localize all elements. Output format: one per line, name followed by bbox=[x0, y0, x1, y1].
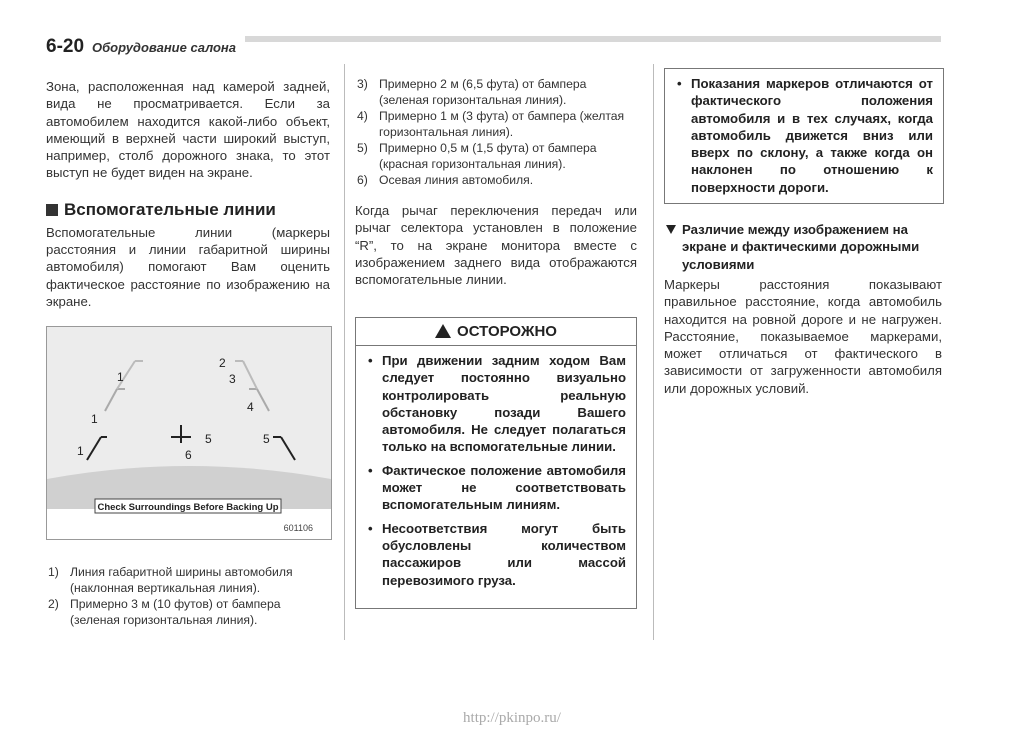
list-item: 5) Примерно 0,5 м (1,5 фута) от бампера (красная горизонтальная линия). bbox=[357, 141, 597, 171]
section-heading: Вспомогательные линии bbox=[46, 200, 330, 220]
guide-lines-illustration bbox=[47, 327, 331, 539]
column-left bbox=[46, 78, 330, 628]
difference-paragraph: Маркеры расстояния показывают правильное расстояние, когда автомобиль находится на ровной дороге и не нагружен. Расстояние, показываемое маркерами, может отличаться от фактического в зависимости от загруженности автомобиля или дорожных условий. bbox=[664, 277, 942, 396]
column-divider bbox=[344, 64, 345, 640]
list-item: • При движении задним ходом Вам следует постоянно визуально контролировать реальную обстановку позади Вашего автомобиля. Не следует полагаться только на вспомогательные линии. bbox=[366, 352, 626, 456]
note-box bbox=[664, 68, 944, 204]
figure-code: 601106 bbox=[283, 523, 313, 534]
label-1: 1 bbox=[91, 412, 98, 427]
square-bullet-icon bbox=[46, 204, 58, 216]
warning-header: ОСТОРОЖНО bbox=[356, 318, 636, 346]
label-4: 4 bbox=[247, 400, 254, 415]
page-number: 6-20 bbox=[46, 36, 85, 57]
list-item: • Показания маркеров отличаются от фактического положения автомобиля и в тех случаях, когда автомобиль движется вниз или вверх по склону, а также когда он наклонен по отношению к поверхности дороги. bbox=[675, 75, 933, 196]
label-1: 1 bbox=[117, 370, 124, 385]
list-item: 1) Линия габаритной ширины автомобиля (наклонная вертикальная линия). bbox=[48, 565, 293, 596]
chapter-title: Оборудование салона bbox=[92, 40, 237, 55]
section-paragraph: Вспомогательные линии (маркеры расстояния и линии габаритной ширины автомобиля) помогают Вам оценить фактическое расстояние по изображению на экране. bbox=[46, 224, 330, 309]
footer-url: http://pkinpo.ru/ bbox=[463, 710, 561, 726]
column-divider bbox=[653, 64, 654, 640]
selector-paragraph: Когда рычаг переключения передач или рычаг селектора установлен в положение “R”, то на экране монитора вместе с изображением заднего вида отображаются вспомогательные линии. bbox=[355, 203, 637, 288]
subsection-heading: Различие между изображением на экране и фактическими дорожными условиями bbox=[664, 221, 942, 273]
label-2: 2 bbox=[219, 356, 226, 371]
label-5: 5 bbox=[263, 432, 270, 447]
warning-icon bbox=[435, 324, 451, 338]
legend-list bbox=[355, 76, 637, 188]
screen-caption: Check Surroundings Before Backing Up bbox=[97, 502, 279, 514]
column-middle bbox=[355, 76, 637, 288]
list-item: 6) Осевая линия автомобиля. bbox=[357, 173, 534, 187]
list-item: 4) Примерно 1 м (3 фута) от бампера (желтая горизонтальная линия). bbox=[357, 109, 625, 139]
label-6: 6 bbox=[185, 448, 192, 463]
list-item: • Несоответствия могут быть обусловлены количеством пассажиров или массой перевозимого груза. bbox=[366, 520, 626, 589]
label-1: 1 bbox=[77, 444, 84, 459]
header-rule bbox=[245, 36, 941, 42]
label-3: 3 bbox=[229, 372, 236, 387]
warning-box bbox=[355, 317, 637, 609]
legend-list bbox=[46, 564, 330, 628]
list-item: • Фактическое положение автомобиля может не соответствовать вспомогательным линиям. bbox=[366, 462, 626, 514]
note-list bbox=[665, 69, 943, 196]
camera-figure bbox=[46, 326, 332, 540]
list-item: 3) Примерно 2 м (6,5 фута) от бампера (зеленая горизонтальная линия). bbox=[357, 77, 587, 107]
label-5: 5 bbox=[205, 432, 212, 447]
warning-list bbox=[356, 346, 636, 589]
list-item: 2) Примерно 3 м (10 футов) от бампера (зеленая горизонтальная линия). bbox=[48, 597, 281, 628]
triangle-bullet-icon bbox=[666, 225, 676, 234]
intro-paragraph: Зона, расположенная над камерой задней, вида не просматривается. Если за автомобилем находится какой-либо объект, имеющий в верхней части широкий выступ, например, столб дорожного знака, то этот выступ не будет виден на экране. bbox=[46, 79, 330, 181]
